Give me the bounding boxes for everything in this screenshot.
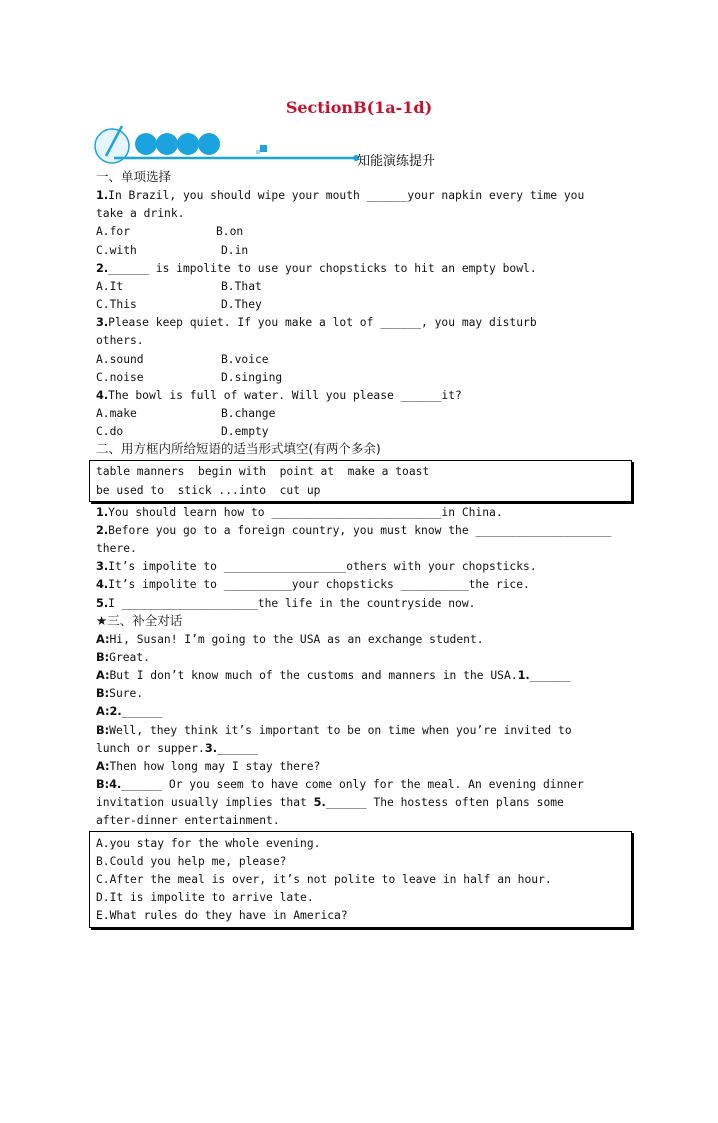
dialogue-line-7 [96,742,258,756]
option-2b: B.That [221,280,262,293]
question-3-stem-1: Please keep quiet. If you make a lot of ______, you may disturb [108,316,537,329]
dialogue-1-speaker: A: [96,633,110,646]
dialogue-5-blank: ______ [121,705,163,718]
fill-item-5 [96,597,475,611]
fill-item-2-cont: there. [96,542,137,555]
dialogue-9-blank: ______ Or you seem to have come only for the meal. An evening dinner [121,778,584,791]
dialogue-line-9 [96,778,584,792]
option-2d: D.They [221,298,262,311]
option-4a: A.make [96,407,137,420]
option-3d: D.singing [221,371,283,384]
question-4-line-1 [96,389,462,403]
dialogue-line-6 [96,724,572,738]
dialogue-8-speaker: A: [96,760,110,773]
fill-item-2-num: 2. [96,524,109,537]
fill-item-2-text: Before you go to a foreign country, you must know the ____________________ [108,524,612,537]
phrase-box [89,460,632,502]
answer-options-box [89,831,632,928]
option-3c: C.noise [96,371,144,384]
dialogue-3-blank: ______ [529,669,571,682]
section3-heading: ★三、补全对话 [96,613,183,628]
fill-item-3-num: 3. [96,560,109,573]
dialogue-line-8 [96,760,320,774]
dialogue-4-speaker: B: [96,687,110,700]
dialogue-4-text: Sure. [109,687,144,700]
option-1a: A.for [96,225,131,238]
fill-item-1-num: 1. [96,506,109,519]
dialogue-10-blank-num: 5. [313,796,326,809]
dialogue-line-4 [96,687,143,701]
question-3-line-1 [96,316,537,330]
fill-item-3-text: It’s impolite to __________________others with your chopsticks. [108,560,537,573]
question-1-stem-2: take a drink. [96,207,185,220]
option-1c: C.with [96,244,137,257]
option-3a: A.sound [96,353,144,366]
option-2c: C.This [96,298,137,311]
fill-item-2 [96,524,611,538]
question-1-num: 1. [96,189,109,202]
answer-option-b: B.Could you help me, please? [96,855,287,868]
dialogue-line-11: after-dinner entertainment. [96,814,280,827]
answer-option-d: D.It is impolite to arrive late. [96,891,314,904]
dialogue-9-blank-num: 4. [109,778,122,791]
answer-option-e: E.What rules do they have in America? [96,909,348,922]
question-4-stem-1: The bowl is full of water. Will you please ______it? [108,389,462,402]
fill-item-1 [96,506,503,520]
answer-option-a: A.you stay for the whole evening. [96,837,321,850]
phrase-box-line-1: table manners begin with point at make a toast [96,465,430,478]
dialogue-9-speaker: B: [96,778,110,791]
section1-heading: 一、单项选择 [96,169,172,184]
phrase-box-line-2: be used to stick ...into cut up [96,484,321,497]
dialogue-line-2 [96,651,150,665]
dialogue-3-speaker: A: [96,669,110,682]
question-2-stem-1: ______ is impolite to use your chopsticks to hit an empty bowl. [108,262,537,275]
section2-heading: 二、用方框内所给短语的适当形式填空(有两个多余) [96,441,381,456]
dialogue-7-blank-num: 3. [204,742,217,755]
dialogue-line-5 [96,705,162,719]
fill-item-1-text: You should learn how to _________________________in China. [108,506,503,519]
dialogue-line-10 [96,796,564,810]
dialogue-2-text: Great. [109,651,150,664]
question-3-num: 3. [96,316,109,329]
option-4c: C.do [96,425,124,438]
dialogue-line-1 [96,633,484,647]
fill-item-5-text: I ____________________the life in the countryside now. [108,597,476,610]
dialogue-3-blank-num: 1. [517,669,530,682]
page-title: SectionB(1a-1d) [285,98,433,117]
option-3b: B.voice [221,353,269,366]
option-1d: D.in [221,244,249,257]
question-4-num: 4. [96,389,109,402]
question-3-stem-2: others. [96,334,144,347]
fill-item-4-num: 4. [96,578,109,591]
answer-option-c: C.After the meal is over, it’s not polite to leave in half an hour. [96,873,552,886]
dialogue-5-blank-num: 2. [109,705,122,718]
dialogue-7-blank: ______ [216,742,258,755]
option-2a: A.It [96,280,124,293]
dialogue-10-text: invitation usually implies that [96,796,307,809]
dialogue-3-text: But I don’t know much of the customs and manners in the USA. [109,669,518,682]
fill-item-5-num: 5. [96,597,109,610]
question-1-stem-1: In Brazil, you should wipe your mouth ______your napkin every time you [108,189,585,202]
dialogue-6-speaker: B: [96,724,110,737]
dialogue-2-speaker: B: [96,651,110,664]
fill-item-4 [96,578,530,592]
dialogue-8-text: Then how long may I stay there? [109,760,321,773]
question-2-num: 2. [96,262,109,275]
dialogue-1-text: Hi, Susan! I’m going to the USA as an exchange student. [109,633,484,646]
question-2-line-1 [96,262,537,276]
option-4b: B.change [221,407,276,420]
question-1-line-1 [96,189,584,203]
fill-item-3 [96,560,537,574]
dialogue-6-text: Well, they think it’s important to be on time when you’re invited to [109,724,572,737]
fill-item-4-text: It’s impolite to __________your chopsticks __________the rice. [108,578,530,591]
dialogue-5-speaker: A: [96,705,110,718]
dialogue-line-3 [96,669,571,683]
dialogue-7-text: lunch or supper. [96,742,205,755]
option-4d: D.empty [221,425,269,438]
dialogue-10-blank: ______ The hostess often plans some [325,796,564,809]
option-1b: B.on [216,225,244,238]
banner-label: 知能演练提升 [357,154,436,169]
